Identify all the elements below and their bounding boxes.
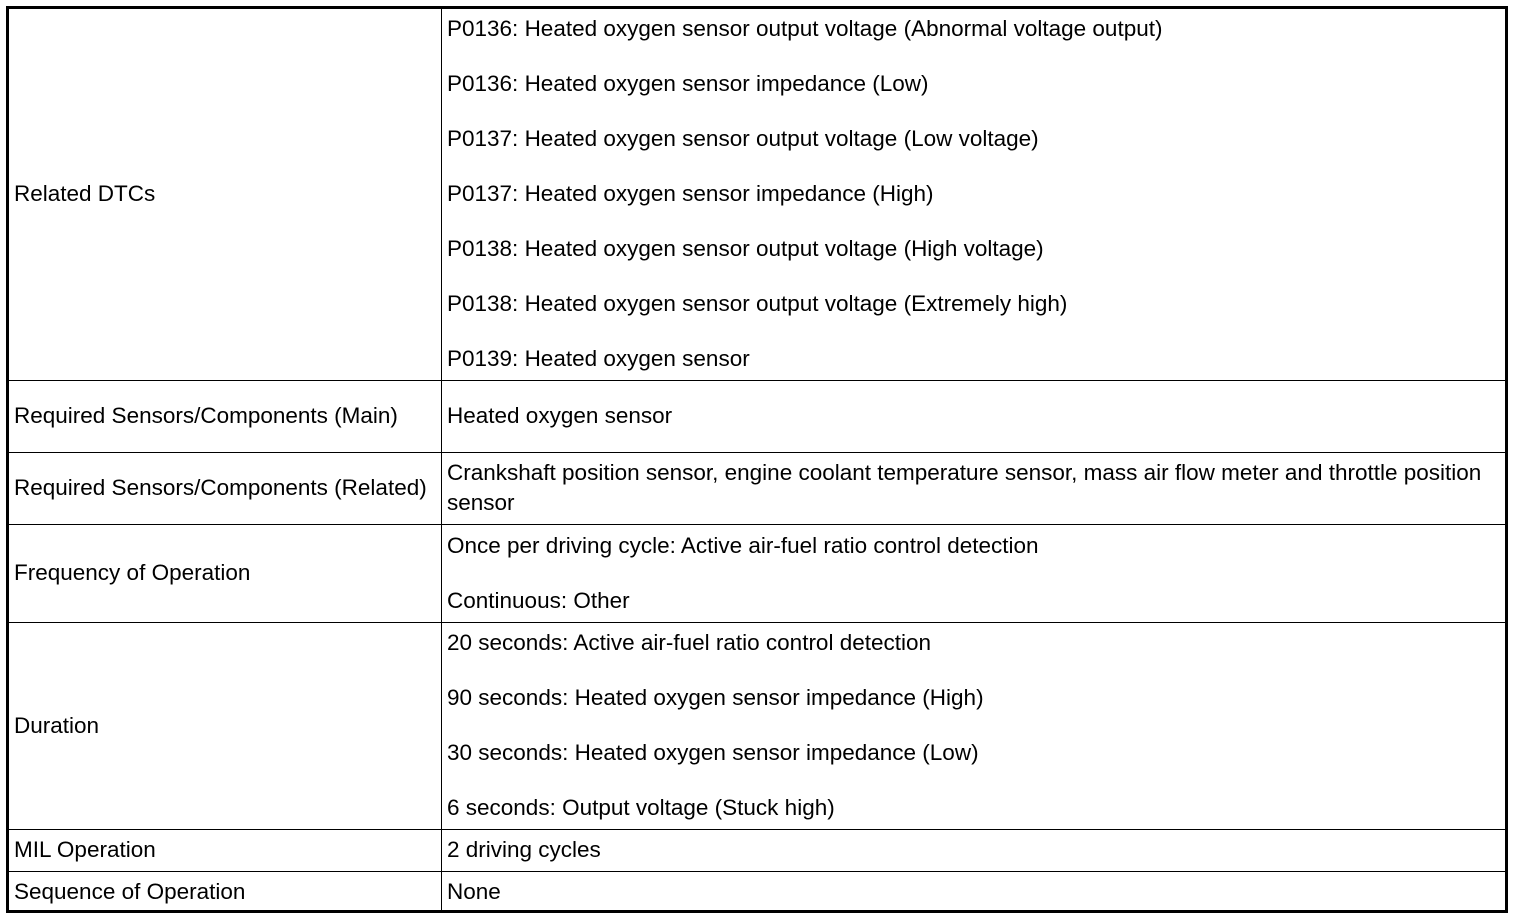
row-value-cell: [442, 871, 1506, 912]
row-label-cell: [9, 524, 442, 622]
duration-item: 90 seconds: Heated oxygen sensor impedance (High): [447, 685, 984, 710]
row-label-cell: [9, 452, 442, 524]
row-label-cell: [9, 829, 442, 871]
frequency-item: Continuous: Other: [447, 587, 630, 613]
monitor-spec-table: [9, 9, 1505, 912]
row-value: None: [447, 878, 501, 904]
dtc-item: P0137: Heated oxygen sensor output voltage (Low voltage): [447, 126, 1039, 152]
duration-item: 6 seconds: Output voltage (Stuck high): [447, 795, 835, 820]
dtc-item: P0137: Heated oxygen sensor impedance (High): [447, 181, 934, 207]
row-value-cell: [442, 380, 1506, 452]
dtc-item: P0136: Heated oxygen sensor output voltage (Abnormal voltage output): [447, 16, 1163, 42]
dtc-item: P0138: Heated oxygen sensor output voltage (High voltage): [447, 236, 1044, 262]
table-row: [9, 829, 1505, 871]
row-label: Frequency of Operation: [14, 560, 251, 585]
table-row: [9, 524, 1505, 622]
dtc-item: P0138: Heated oxygen sensor output voltage (Extremely high): [447, 291, 1068, 317]
row-label: Duration: [14, 712, 100, 738]
row-label: Related DTCs: [14, 181, 156, 207]
duration-item: 30 seconds: Heated oxygen sensor impedance (Low): [447, 740, 979, 765]
frequency-item: Once per driving cycle: Active air-fuel ratio control detection: [447, 532, 1039, 558]
row-label: Required Sensors/Components (Main): [14, 403, 398, 428]
dtc-item: P0136: Heated oxygen sensor impedance (Low): [447, 71, 929, 97]
table-row: [9, 9, 1505, 380]
table-row: [9, 871, 1505, 912]
table-row: [9, 380, 1505, 452]
row-value-cell: [442, 622, 1506, 829]
row-label: Required Sensors/Components (Related): [14, 475, 427, 500]
row-label-cell: [9, 622, 442, 829]
row-value-cell: [442, 829, 1506, 871]
table-row: [9, 452, 1505, 524]
row-value: Heated oxygen sensor: [447, 403, 673, 428]
row-value-cell: [442, 452, 1506, 524]
row-value-cell: [442, 524, 1506, 622]
row-label-cell: [9, 871, 442, 912]
spec-sheet: [6, 6, 1508, 913]
row-label: MIL Operation: [14, 837, 156, 862]
row-label: Sequence of Operation: [14, 878, 246, 904]
duration-item: 20 seconds: Active air-fuel ratio control detection: [447, 630, 932, 655]
row-value: 2 driving cycles: [447, 837, 601, 862]
dtc-item: P0139: Heated oxygen sensor: [447, 346, 750, 372]
table-row: [9, 622, 1505, 829]
row-label-cell: [9, 9, 442, 380]
row-label-cell: [9, 380, 442, 452]
row-value: Crankshaft position sensor, engine coolant temperature sensor, mass air flow meter and throttle position sensor: [447, 460, 1482, 515]
row-value-cell: [442, 9, 1506, 380]
